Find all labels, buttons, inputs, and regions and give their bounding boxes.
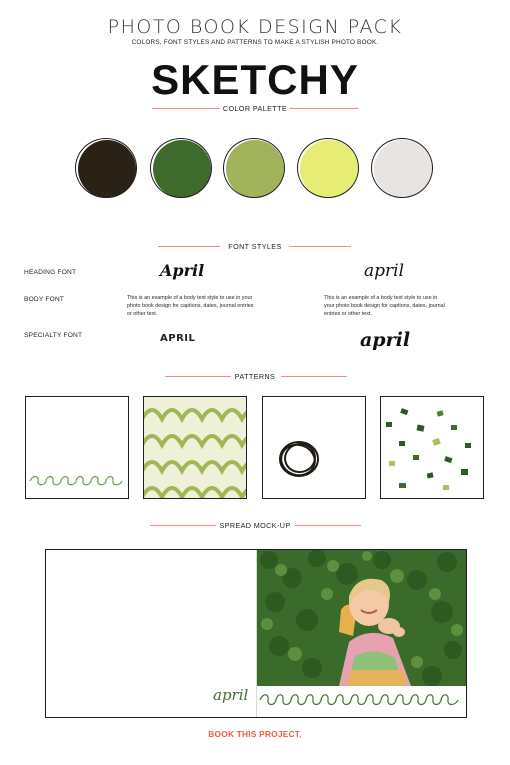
heading-font-label: HEADING FONT — [24, 269, 77, 276]
fonts-rule-right — [289, 246, 351, 247]
green-dot-pattern — [380, 396, 484, 499]
body-font-sample-left: This is an example of a body text style to use in your photo book design for captions, dates, journal entries or other text. — [127, 295, 254, 318]
specialty-font-label: SPECIALTY FONT — [24, 332, 83, 339]
fonts-heading: FONT STYLES — [228, 242, 282, 251]
mockup-rule-right — [295, 525, 361, 526]
color-swatch-outline — [297, 138, 359, 198]
squiggle-border-pattern — [25, 396, 129, 499]
toddler-photo — [257, 550, 466, 686]
mockup-heading: SPREAD MOCK-UP — [219, 521, 291, 530]
spread-mockup — [45, 549, 467, 718]
body-font-sample-right: This is an example of a body text style to use in your photo book design for captions, dates, journal entries or other text. — [324, 295, 445, 318]
patterns-heading: PATTERNS — [234, 372, 276, 381]
green-scallop-pattern — [143, 396, 247, 499]
patterns-rule-right — [281, 376, 347, 377]
color-swatch-outline — [371, 138, 433, 198]
color-swatch-outline — [75, 138, 137, 198]
specialty-font-sample-right: april — [360, 329, 411, 351]
body-font-label: BODY FONT — [24, 296, 65, 303]
specialty-font-sample-left: APRIL — [160, 333, 196, 344]
page-subtitle: COLORS, FONT STYLES AND PATTERNS TO MAKE A STYLISH PHOTO BOOK. — [131, 39, 379, 46]
book-project-link[interactable]: BOOK THIS PROJECT. — [208, 729, 302, 739]
page-title: PHOTO BOOK DESIGN PACK — [107, 16, 403, 38]
palette-heading: COLOR PALETTE — [222, 104, 288, 113]
heading-font-sample-right: april — [364, 261, 405, 281]
heading-font-sample-left: April — [160, 261, 205, 280]
mockup-caption: april — [213, 686, 249, 704]
brand-title: SKETCHY — [151, 56, 359, 103]
color-swatch-outline — [223, 138, 285, 198]
mockup-squiggle-border — [258, 688, 464, 710]
color-swatch-outline — [150, 138, 212, 198]
black-scribble-circle-pattern — [262, 396, 366, 499]
palette-rule-right — [290, 108, 358, 109]
